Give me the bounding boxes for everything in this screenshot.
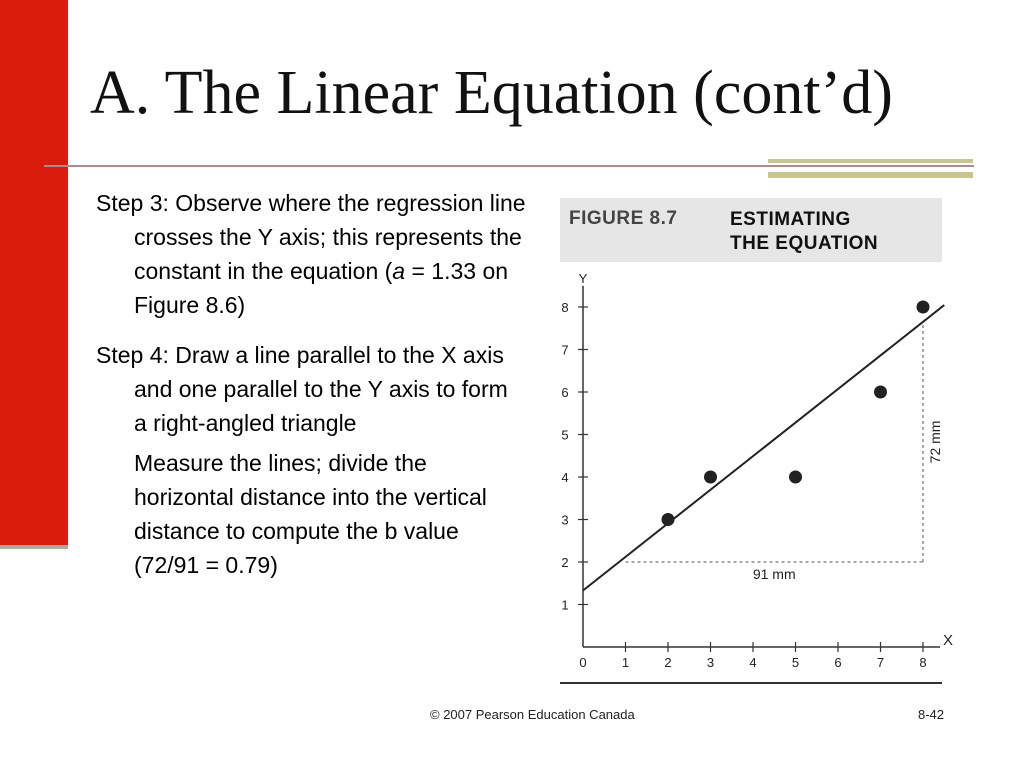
x-axis-label: X [943, 632, 954, 649]
data-point [874, 386, 887, 399]
x-tick-label: 8 [919, 655, 927, 670]
figure-bottom-rule [560, 682, 942, 684]
y-tick-label: 8 [561, 300, 569, 315]
data-point [917, 301, 930, 314]
step-4-paragraph: Step 4: Draw a line parallel to the X axis and one parallel to the Y axis to form a right-angled triangle [96, 342, 508, 436]
measure-paragraph: Measure the lines; divide the horizontal distance into the vertical distance to compute the b value (72/91 = 0.79) [134, 450, 487, 578]
data-point [704, 471, 717, 484]
horizontal-distance-label: 91 mm [752, 566, 796, 582]
data-point [789, 471, 802, 484]
y-tick-label: 7 [561, 342, 569, 358]
x-tick-label: 7 [876, 655, 885, 670]
step-3-text: Step 3: Observe where the regression line crosses the Y axis; this represents the constant in the equation ( [96, 190, 526, 284]
accent-red-bar [0, 0, 68, 545]
x-tick-label: 6 [834, 655, 842, 670]
figure-caption [560, 198, 942, 262]
x-tick-label: 0 [579, 655, 587, 670]
step-3-paragraph [96, 186, 526, 322]
figure-title-line-2: THE EQUATION [730, 233, 879, 254]
x-tick-label: 3 [706, 655, 715, 670]
accent-bar-shadow [0, 545, 68, 549]
title-divider [44, 165, 974, 167]
scatter-chart [540, 270, 960, 680]
regression-line [583, 305, 944, 590]
y-axis-label: Y [578, 270, 588, 286]
x-tick-label: 2 [664, 655, 672, 670]
y-tick-label: 4 [561, 470, 569, 485]
slide-number: 8-42 [918, 707, 945, 722]
body-text [96, 186, 526, 582]
step-3-variable: a [392, 258, 406, 284]
y-tick-label: 6 [561, 385, 569, 400]
figure-title [730, 208, 878, 256]
y-tick-label: 5 [561, 427, 569, 443]
data-point [662, 513, 675, 526]
step-3-value: = 1.33 on Figure 8.6) [134, 258, 509, 318]
x-tick-label: 1 [621, 655, 630, 670]
footer-copyright: © 2007 Pearson Education Canada [430, 707, 635, 722]
decorative-stripe-top [768, 159, 973, 163]
figure-number: FIGURE 8.7 [569, 208, 678, 229]
y-tick-label: 3 [561, 512, 569, 528]
slide-title: A. The Linear Equation (cont’d) [90, 59, 893, 127]
vertical-distance-label: 72 mm [927, 420, 943, 464]
x-tick-label: 5 [791, 655, 800, 670]
decorative-stripe-bottom [768, 172, 973, 178]
x-tick-label: 4 [749, 655, 757, 670]
figure-title-line-1: ESTIMATING [730, 209, 851, 230]
y-tick-label: 1 [561, 597, 569, 613]
y-tick-label: 2 [561, 555, 569, 570]
